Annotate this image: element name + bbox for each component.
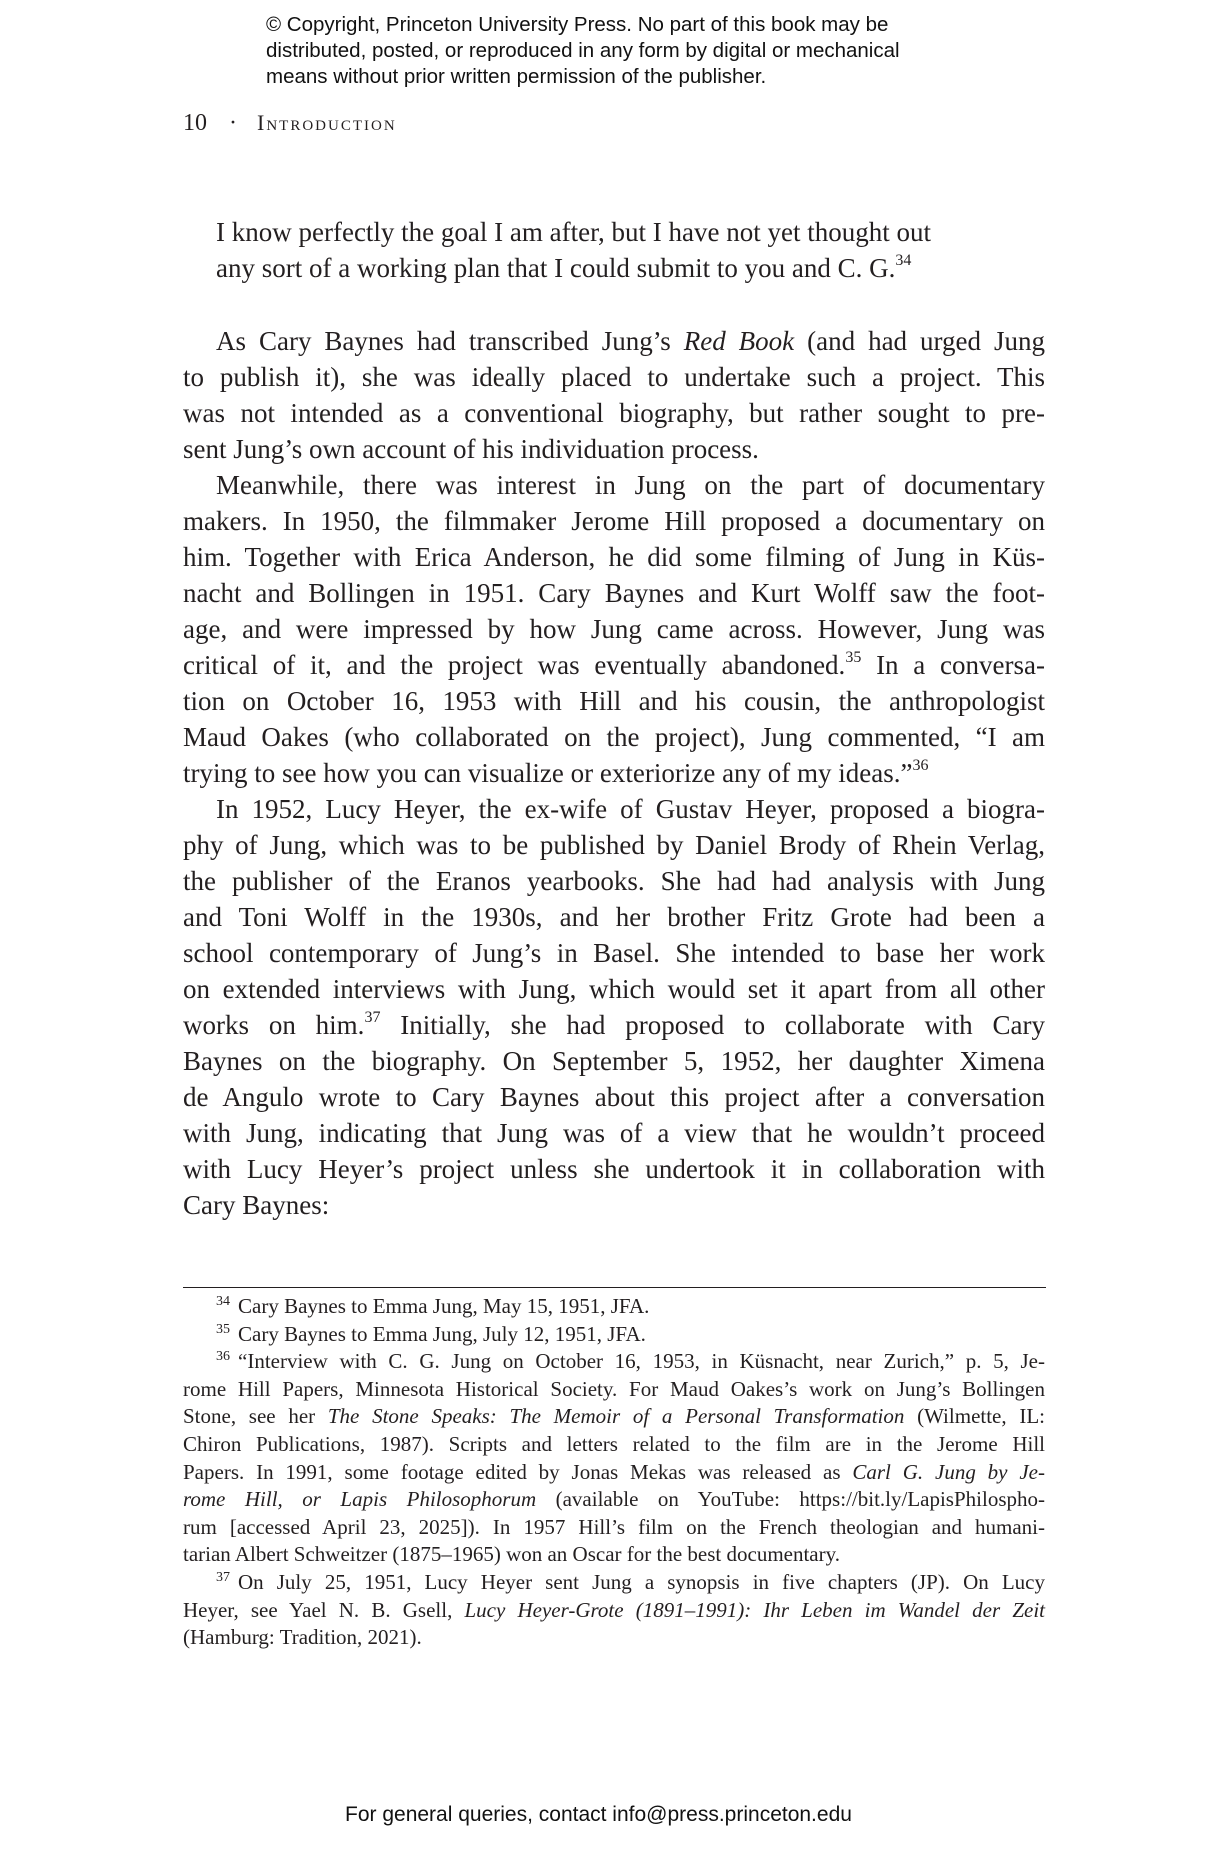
- text-line: trying to see how you can visualize or exteriorize any of my ideas.”$^{36}$: [183, 757, 929, 788]
- quote-line: I know perfectly the goal I am after, but I have not yet thought out: [216, 217, 931, 247]
- text-line: the publisher of the Eranos yearbooks. She had had analysis with Jung: [183, 866, 1045, 896]
- book-title: Lucy Heyer-Grote (1891–1991): Ihr Leben im Wandel der Zeit: [464, 1597, 1045, 1622]
- footnote-line: rome Hill, or Lapis Philosophorum (available on YouTube: https://bit.ly/LapisPhilospho-: [183, 1487, 1045, 1512]
- footnote-ref[interactable]: 37: [364, 1009, 381, 1026]
- footnote-35: [183, 1321, 1045, 1349]
- book-title: The Stone Speaks: The Memoir of a Personal Transformation: [327, 1404, 905, 1429]
- footnote-ref[interactable]: 36: [912, 757, 929, 774]
- text-line: In 1952, Lucy Heyer, the ex-wife of Gustav Heyer, proposed a biogra-: [216, 794, 1045, 824]
- footnote-line: $^{37}$ On July 25, 1951, Lucy Heyer sent Jung a synopsis in five chapters (JP). On Lucy: [216, 1569, 1045, 1594]
- text-line: Cary Baynes:: [183, 1190, 330, 1220]
- text-line: age, and were impressed by how Jung came across. However, Jung was: [183, 614, 1045, 644]
- footnote-line: $^{34}$ Cary Baynes to Emma Jung, May 15, 1951, JFA.: [216, 1294, 650, 1318]
- footnote-number: 36: [216, 1349, 230, 1365]
- text-line: phy of Jung, which was to be published by Daniel Brody of Rhein Verlag,: [183, 830, 1045, 860]
- text-line: critical of it, and the project was eventually abandoned.$^{35}$ In a conversa-: [183, 649, 1045, 680]
- text-line: nacht and Bollingen in 1951. Cary Baynes and Kurt Wolff saw the foot-: [183, 578, 1045, 608]
- text-line: Maud Oakes (who collaborated on the project), Jung commented, “I am: [183, 722, 1045, 752]
- running-head-title: Introduction: [257, 110, 397, 135]
- text-line: tion on October 16, 1953 with Hill and his cousin, the anthropologist: [183, 686, 1045, 716]
- paragraph: [183, 467, 1045, 791]
- copyright-line: distributed, posted, or reproduced in any form by digital or mechanical: [266, 39, 900, 62]
- text-line: de Angulo wrote to Cary Baynes about this project after a conversation: [183, 1082, 1045, 1112]
- text-line: and Toni Wolff in the 1930s, and her brother Fritz Grote had been a: [183, 902, 1045, 932]
- footnote-line: Papers. In 1991, some footage edited by Jonas Mekas was released as Carl G. Jung by Je-: [183, 1459, 1045, 1484]
- text-line: makers. In 1950, the filmmaker Jerome Hill proposed a documentary on: [183, 506, 1045, 536]
- footnote-line: Chiron Publications, 1987). Scripts and letters related to the film are in the Jerome Hill: [183, 1431, 1045, 1456]
- book-title: Red Book: [683, 326, 795, 356]
- copyright-line: © Copyright, Princeton University Press. No part of this book may be: [266, 13, 889, 36]
- text-line: to publish it), she was ideally placed to undertake such a project. This: [183, 362, 1045, 392]
- text-line: works on him.$^{37}$ Initially, she had proposed to collaborate with Cary: [183, 1009, 1046, 1040]
- quote-line: any sort of a working plan that I could submit to you and C. G.$^{34}$: [216, 252, 912, 283]
- footnote-line: Stone, see her The Stone Speaks: The Memoir of a Personal Transformation (Wilmette, IL:: [183, 1404, 1045, 1429]
- copyright-notice: [266, 12, 1026, 90]
- text-line: sent Jung’s own account of his individuation process.: [183, 434, 759, 464]
- footnote-number: 37: [216, 1569, 230, 1585]
- paragraph: [183, 323, 1045, 467]
- text-line: with Lucy Heyer’s project unless she undertook it in collaboration with: [183, 1154, 1045, 1184]
- text-line: was not intended as a conventional biography, but rather sought to pre-: [183, 398, 1045, 428]
- text-line: with Jung, indicating that Jung was of a view that he wouldn’t proceed: [183, 1118, 1045, 1148]
- text-line: him. Together with Erica Anderson, he did some filming of Jung in Küs-: [183, 542, 1045, 572]
- footnote-line: tarian Albert Schweitzer (1875–1965) won an Oscar for the best documentary.: [183, 1542, 841, 1567]
- footnote-ref[interactable]: 34: [895, 252, 912, 269]
- footnote-line: rum [accessed April 23, 2025]). In 1957 Hill’s film on the French theologian and humani-: [183, 1514, 1045, 1539]
- footnote-line: $^{35}$ Cary Baynes to Emma Jung, July 12, 1951, JFA.: [216, 1321, 646, 1346]
- footnote-34: [183, 1293, 1045, 1321]
- footnote-line: $^{36}$ “Interview with C. G. Jung on October 16, 1953, in Küsnacht, near Zurich,” p. 5, Je-: [216, 1349, 1045, 1374]
- text-line: Baynes on the biography. On September 5, 1952, her daughter Ximena: [183, 1046, 1045, 1076]
- footnote-line: (Hamburg: Tradition, 2021).: [183, 1625, 422, 1650]
- paragraph: [183, 791, 1045, 1223]
- text-line: on extended interviews with Jung, which would set it apart from all other: [183, 974, 1045, 1004]
- footnote-line: Heyer, see Yael N. B. Gsell, Lucy Heyer-Grote (1891–1991): Ihr Leben im Wandel der Zeit: [183, 1597, 1045, 1622]
- text-line: school contemporary of Jung’s in Basel. She intended to base her work: [183, 938, 1045, 968]
- running-head: [183, 110, 397, 137]
- footnote-ref[interactable]: 35: [845, 649, 862, 666]
- footnote-37: [183, 1569, 1045, 1652]
- film-title: rome Hill, or Lapis Philosophorum: [183, 1487, 537, 1512]
- text-line: As Cary Baynes had transcribed Jung’s Red Book (and had urged Jung: [216, 326, 1045, 356]
- block-quote: [216, 214, 1016, 286]
- text-line: Meanwhile, there was interest in Jung on the part of documentary: [216, 470, 1045, 500]
- footnotes: [183, 1293, 1045, 1652]
- copyright-line: means without prior written permission of the publisher.: [266, 65, 767, 88]
- running-head-separator: ·: [229, 110, 237, 136]
- footnote-rule: [183, 1287, 1046, 1288]
- footnote-36: [183, 1348, 1045, 1569]
- contact-footer: For general queries, contact info@press.princeton.edu: [345, 1803, 852, 1826]
- footnote-number: 35: [216, 1321, 230, 1337]
- footnote-number: 34: [216, 1294, 230, 1309]
- footnote-line: rome Hill Papers, Minnesota Historical Society. For Maud Oakes’s work on Jung’s Bollingen: [183, 1376, 1045, 1401]
- main-text: [183, 323, 1045, 1223]
- page-number: 10: [183, 110, 207, 136]
- film-title: Carl G. Jung by Je-: [852, 1459, 1045, 1484]
